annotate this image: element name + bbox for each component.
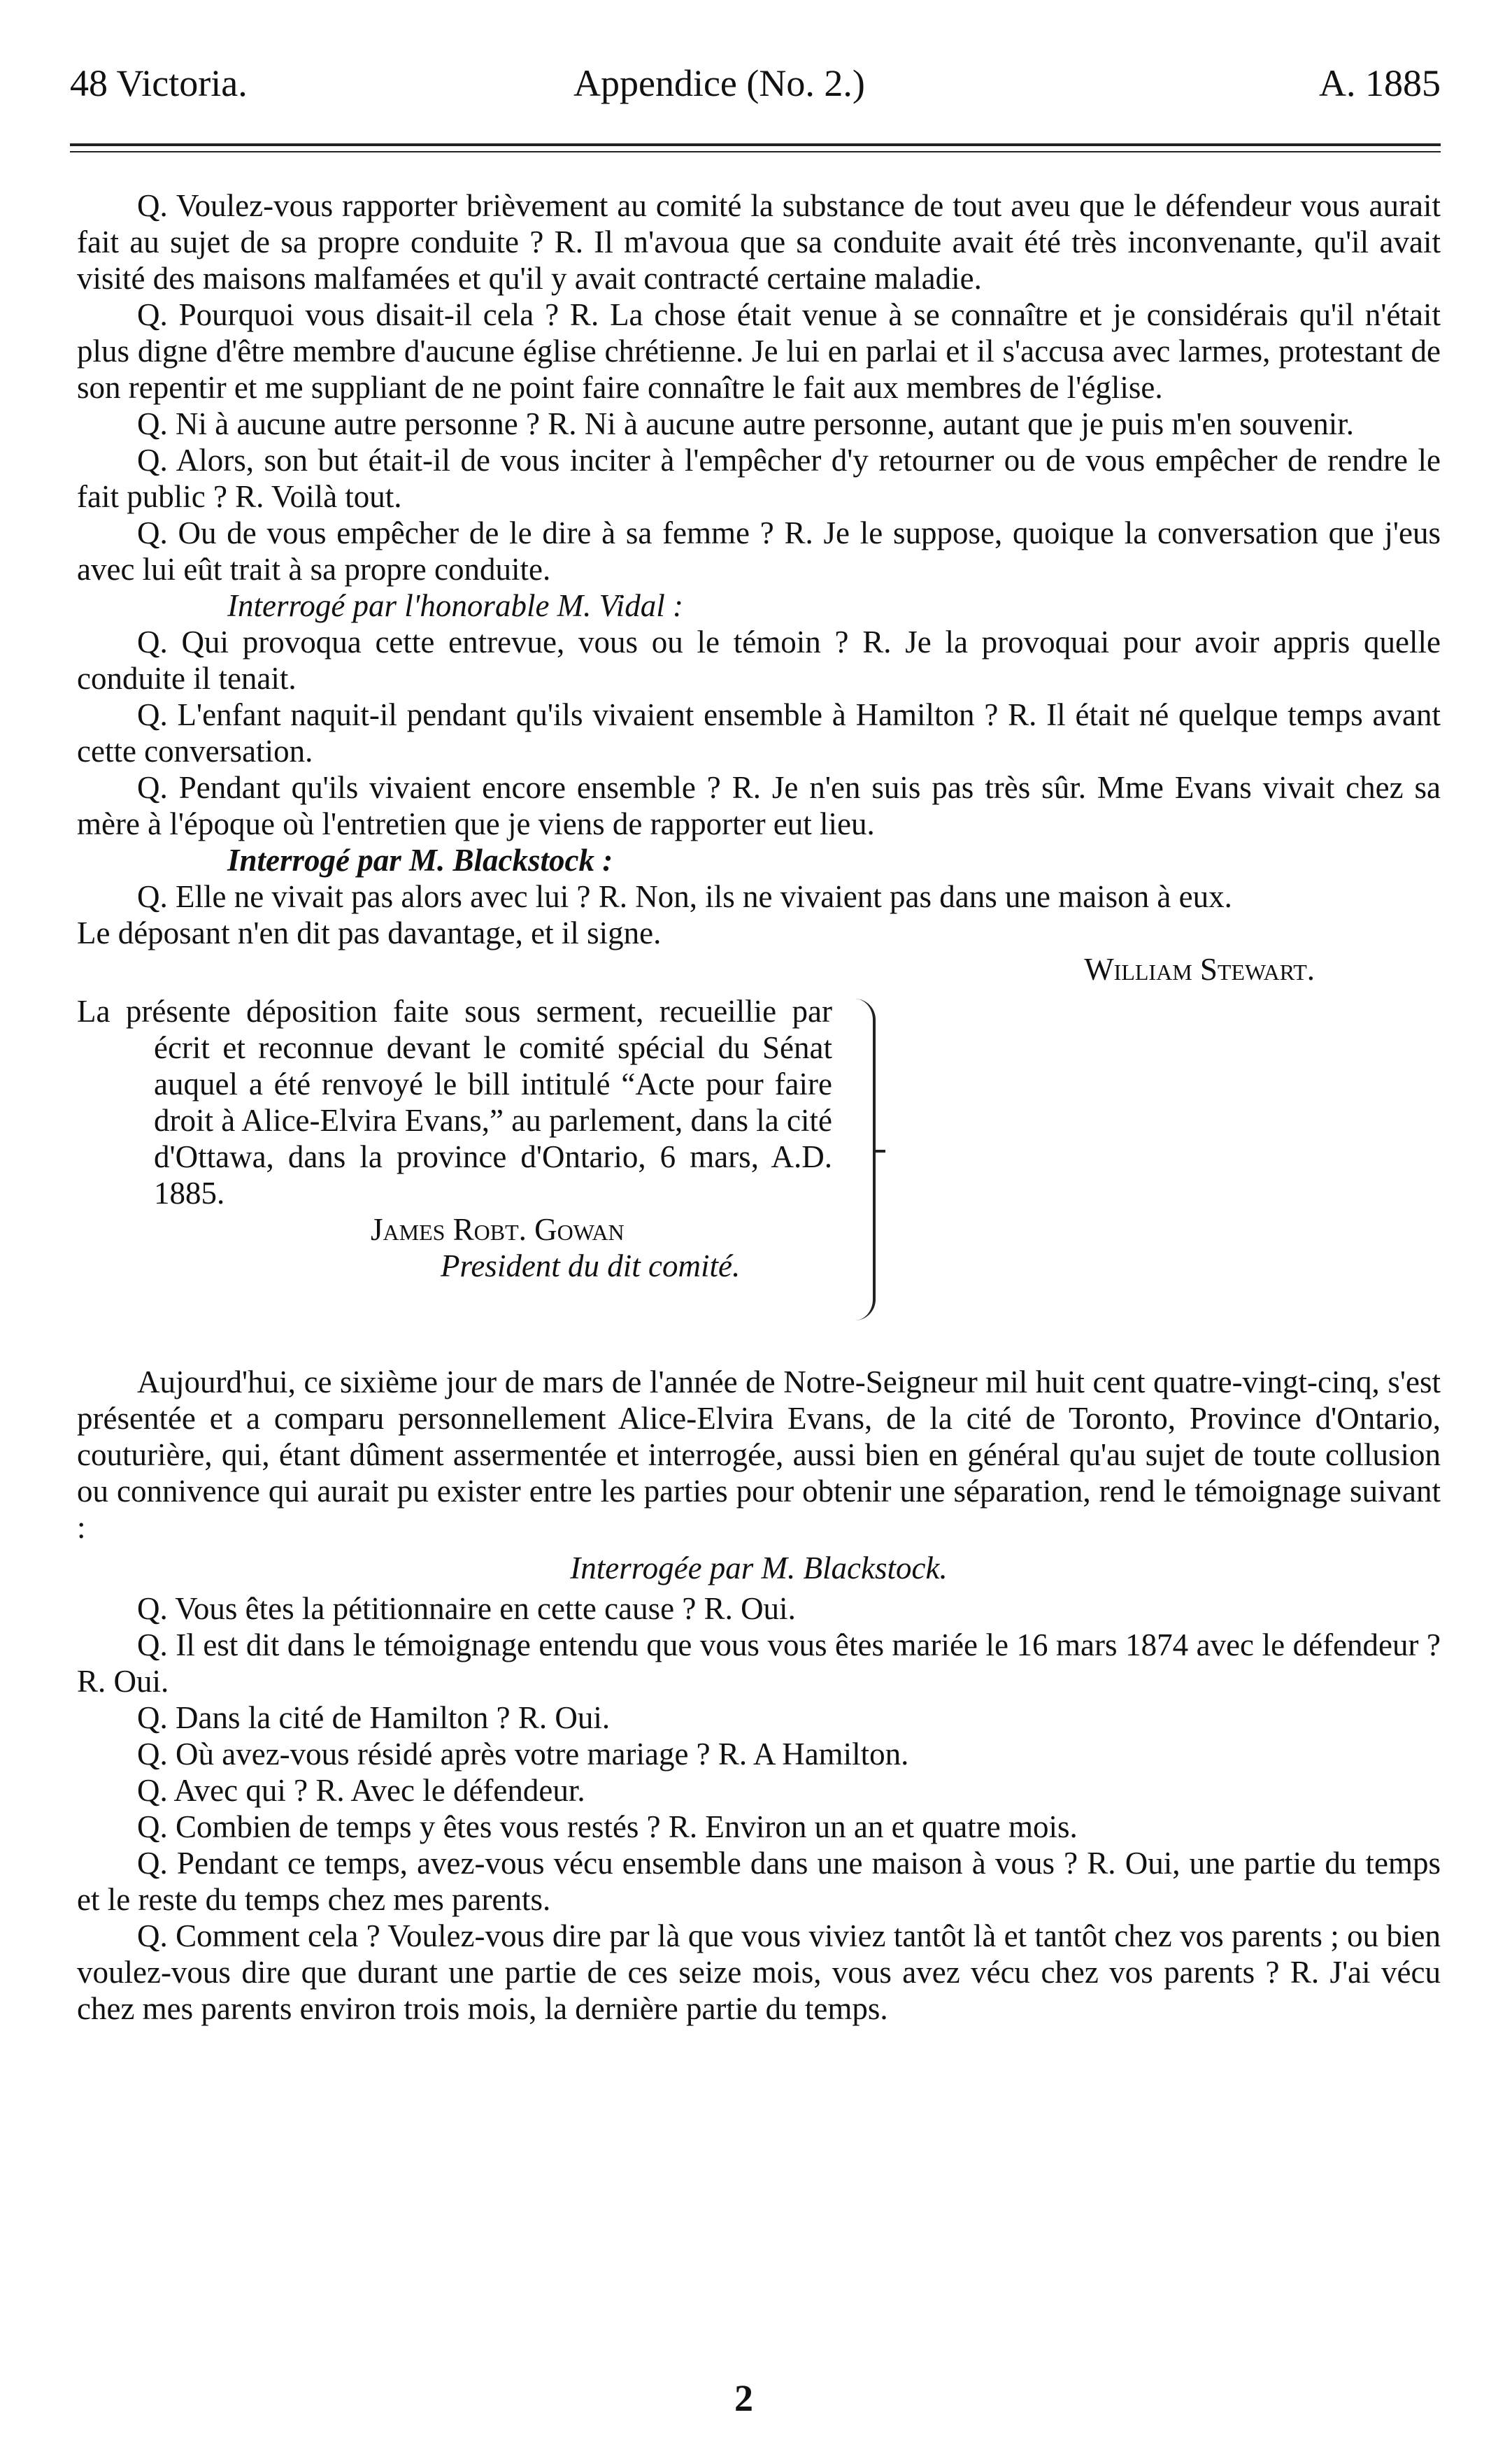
paragraph: Q. Elle ne vivait pas alors avec lui ? R. Non, ils ne vivaient pas dans une maison à eux. [137,879,1232,914]
jurat-text-block [77,993,832,1284]
paragraph: Q. Vous êtes la pétitionnaire en cette cause ? R. Oui. [137,1591,796,1626]
jurat-title: President du dit comité. [441,1248,741,1283]
header-left: 48 Victoria. [70,62,248,104]
header-rule-thin [70,151,1441,152]
witness-signature: William Stewart. [1084,952,1315,987]
intro-paragraph: Aujourd'hui, ce sixième jour de mars de l'année de Notre-Seigneur mil huit cent quatre-vingt-cinq, s'est présentée et a comparu personnellement Alice-Elvira Evans, de la cité de Toronto, Province d'Ontario, couturière, qui, étant dûment assermentée et interrogée, aussi bien en général qu'au sujet de toute collusion ou connivence qui aurait pu exister entre les parties pour obtenir une séparation, rend le témoignage suivant : [77,1364,1441,1545]
jurat-block [77,993,1441,1336]
section-heading: Interrogée par M. Blackstock. [570,1551,948,1585]
page-number: 2 [734,2377,753,2419]
paragraph: Q. Dans la cité de Hamilton ? R. Oui. [137,1700,611,1735]
paragraph: Q. Pendant qu'ils vivaient encore ensemble ? R. Je n'en suis pas très sûr. Mme Evans vivait chez sa mère à l'époque où l'entretien que je viens de rapporter eut lieu. [77,770,1441,841]
jurat-signer: James Robt. Gowan [371,1212,625,1247]
closing-line [77,915,1441,951]
header-rule-thick [70,143,1441,146]
closing-statement: Le déposant n'en dit pas davantage, et il signe. [77,915,662,950]
paragraph: Q. Comment cela ? Voulez-vous dire par là que vous viviez tantôt là et tantôt chez vos parents ; ou bien voulez-vous dire que durant une partie de ces seize mois, vous avez vécu chez vos parents ? R. J'ai vécu chez mes parents environ trois mois, la dernière partie du temps. [77,1918,1441,2026]
paragraph: Q. Qui provoqua cette entrevue, vous ou le témoin ? R. Je la provoquai pour avoir appris quelle conduite il tenait. [77,625,1441,696]
paragraph: Q. Pendant ce temps, avez-vous vécu ensemble dans une maison à vous ? R. Oui, une partie du temps et le reste du temps chez mes parents. [77,1846,1441,1917]
header-right: A. 1885 [1319,62,1441,104]
paragraph: Q. Ni à aucune autre personne ? R. Ni à aucune autre personne, autant que je puis m'en souvenir. [137,406,1355,441]
paragraph: Q. Où avez-vous résidé après votre mariage ? R. A Hamilton. [137,1737,909,1772]
paragraph: Q. Alors, son but était-il de vous inciter à l'empêcher d'y retourner ou de vous empêcher de rendre le fait public ? R. Voilà tout. [77,443,1441,514]
paragraph: Q. Voulez-vous rapporter brièvement au comité la substance de tout aveu que le défendeur vous aurait fait au sujet de sa propre conduite ? R. Il m'avoua que sa conduite avait été très inconvenante, qu'il avait visité des maisons malfamées et qu'il y avait contracté certaine maladie. [77,188,1441,296]
brace-mark [852,999,876,1320]
paragraph: Q. Il est dit dans le témoignage entendu que vous vous êtes mariée le 16 mars 1874 avec le défendeur ? R. Oui. [77,1627,1441,1699]
paragraph: Q. Pourquoi vous disait-il cela ? R. La chose était venue à se connaître et je considérais qu'il n'était plus digne d'être membre d'aucune église chrétienne. Je lui en parlai et il s'accusa avec larmes, protestant de son repentir et me suppliant de ne point faire connaître le fait aux membres de l'église. [77,297,1441,405]
section-heading: Interrogé par l'honorable M. Vidal : [227,588,684,623]
paragraph: Q. Combien de temps y êtes vous restés ? R. Environ un an et quatre mois. [137,1809,1078,1844]
paragraph: Q. Avec qui ? R. Avec le défendeur. [137,1773,585,1808]
header-center: Appendice (No. 2.) [573,62,865,104]
brace-tip [873,1150,885,1153]
paragraph: Q. Ou de vous empêcher de le dire à sa femme ? R. Je le suppose, quoique la conversation que j'eus avec lui eût trait à sa propre conduite. [77,515,1441,587]
jurat-text: La présente déposition faite sous serment, recueillie par écrit et reconnue devant le comité spécial du Sénat auquel a été renvoyé le bill intitulé “Acte pour faire droit à Alice-Elvira Evans,” au parlement, dans la cité d'Ottawa, dans la province d'Ontario, 6 mars, A.D. 1885. [77,994,832,1211]
paragraph: Q. L'enfant naquit-il pendant qu'ils vivaient ensemble à Hamilton ? R. Il était né quelque temps avant cette conversation. [77,697,1441,769]
witness-signature-line [77,951,1441,988]
page-header [70,62,1441,105]
body-text [77,187,1441,2027]
section-heading: Interrogé par M. Blackstock : [227,843,613,878]
